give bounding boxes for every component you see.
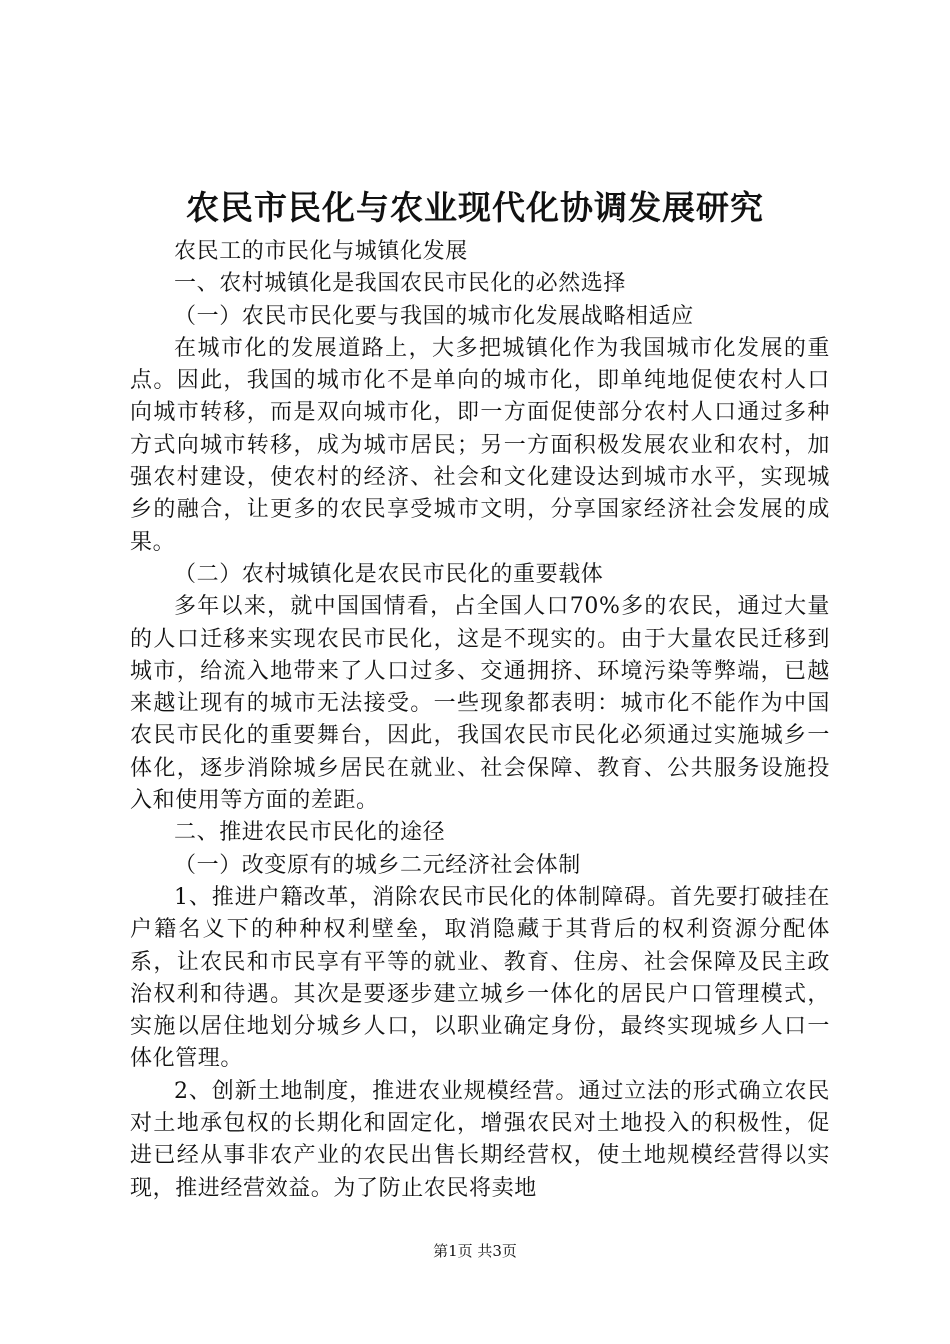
paragraph: 多年以来，就中国国情看，占全国人口70%多的农民，通过大量的人口迁移来实现农民市民化，这是不现实的。由于大量农民迁移到城市，给流入地带来了人口过多、交通拥挤、环境污染等弊端，已越来越让现有的城市无法接受。一些现象都表明：城市化不能作为中国农民市民化的重要舞台，因此，我国农民市民化必须通过实施城乡一体化，逐步消除城乡居民在就业、社会保障、教育、公共服务设施投入和使用等方面的差距。 bbox=[130, 594, 830, 814]
subsection-heading-1-2: （二）农村城镇化是农民市民化的重要载体 bbox=[174, 561, 604, 587]
subsection-heading-1-1: （一）农民市民化要与我国的城市化发展战略相适应 bbox=[174, 303, 694, 329]
section-heading-1: 一、农村城镇化是我国农民市民化的必然选择 bbox=[174, 271, 627, 297]
page-footer: 第1页 共3页 bbox=[433, 1242, 517, 1260]
section-heading-2: 二、推进农民市民化的途径 bbox=[174, 820, 446, 846]
paragraph: 在城市化的发展道路上，大多把城镇化作为我国城市化发展的重点。因此，我国的城市化不是单向的城市化，即单纯地促使农村人口向城市转移，而是双向城市化，即一方面促使部分农村人口通过多种方式向城市转移，成为城市居民；另一方面积极发展农业和农村，加强农村建设，使农村的经济、社会和文化建设达到城市水平，实现城乡的融合，让更多的农民享受城市文明，分享国家经济社会发展的成果。 bbox=[130, 335, 830, 555]
document-body bbox=[130, 236, 830, 1205]
paragraph-subtitle: 农民工的市民化与城镇化发展 bbox=[174, 239, 468, 264]
paragraph: 2、创新土地制度，推进农业规模经营。通过立法的形式确立农民对土地承包权的长期化和固定化，增强农民对土地投入的积极性，促进已经从事非农产业的农民出售长期经营权，使土地规模经营得以实现，推进经营效益。为了防止农民将卖地 bbox=[130, 1078, 830, 1201]
subsection-heading-2-1: （一）改变原有的城乡二元经济社会体制 bbox=[174, 852, 581, 878]
paragraph: 1、推进户籍改革，消除农民市民化的体制障碍。首先要打破挂在户籍名义下的种种权利壁垒，取消隐藏于其背后的权利资源分配体系，让农民和市民享有平等的就业、教育、住房、社会保障及民主政治权利和待遇。其次是要逐步建立城乡一体化的居民户口管理模式，实施以居住地划分城乡人口，以职业确定身份，最终实现城乡人口一体化管理。 bbox=[130, 884, 830, 1072]
document-title: 农民市民化与农业现代化协调发展研究 bbox=[186, 188, 764, 227]
